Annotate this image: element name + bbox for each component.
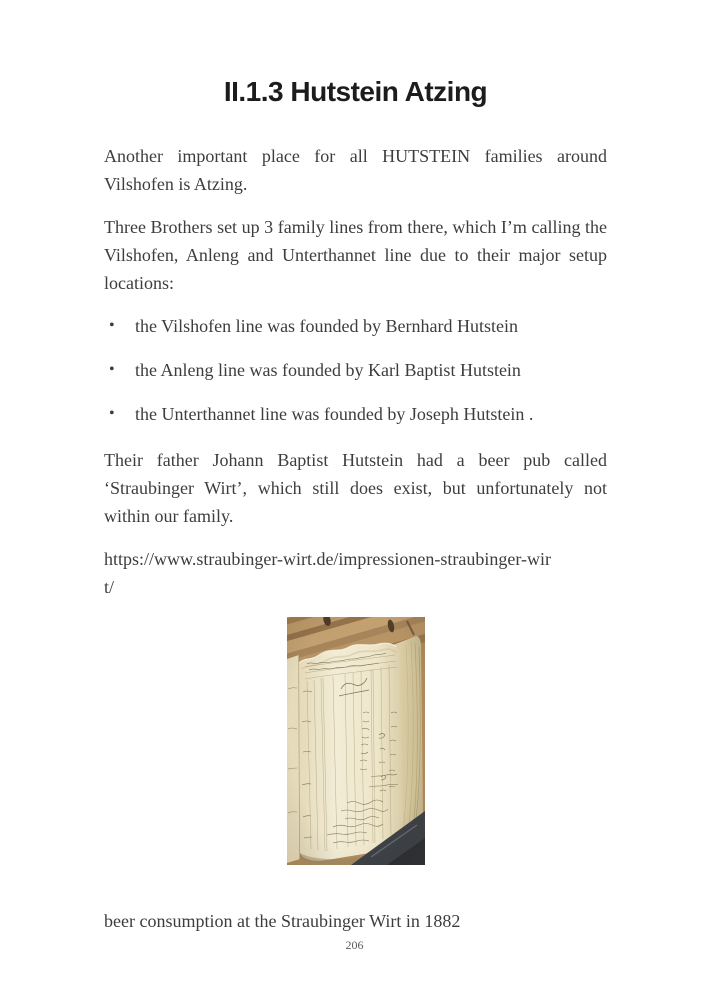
section-heading: II.1.3 Hutstein Atzing (223, 76, 488, 107)
url-line-1: https://www.straubinger-wirt.de/impressionen-straubinger-wir (104, 549, 552, 569)
paragraph-three-brothers: Three Brothers set up 3 family lines from there, which I’m calling the Vilshofen, Anleng and Unterthannet line due to their major setup locations: (104, 217, 607, 293)
ledger-photo-image (287, 617, 425, 865)
straubinger-wirt-url[interactable] (104, 545, 607, 601)
list-item-text: the Vilshofen line was founded by Bernhard Hutstein (135, 316, 519, 336)
paragraph-intro: Another important place for all HUTSTEIN families around Vilshofen is Atzing. (104, 146, 607, 194)
family-lines-list (104, 312, 607, 428)
page-number: 206 (345, 938, 364, 952)
paragraph-father: Their father Johann Baptist Hutstein had a beer pub called ‘Straubinger Wirt’, which still does exist, but unfortunately not within our family. (104, 450, 607, 526)
photo-vignette (287, 617, 425, 865)
url-line-2: t/ (104, 577, 115, 597)
list-item-anleng (104, 356, 607, 384)
list-item-text: the Anleng line was founded by Karl Baptist Hutstein (135, 360, 521, 380)
bullet-icon (109, 400, 115, 428)
bullet-icon (109, 312, 115, 340)
ledger-photo (287, 617, 425, 865)
figure-caption: beer consumption at the Straubinger Wirt in 1882 (104, 911, 461, 931)
list-item-vilshofen (104, 312, 607, 340)
list-item-unterthannet (104, 400, 607, 428)
list-item-text: the Unterthannet line was founded by Joseph Hutstein . (135, 404, 534, 424)
text-column (0, 74, 709, 935)
bullet-icon (109, 356, 115, 384)
